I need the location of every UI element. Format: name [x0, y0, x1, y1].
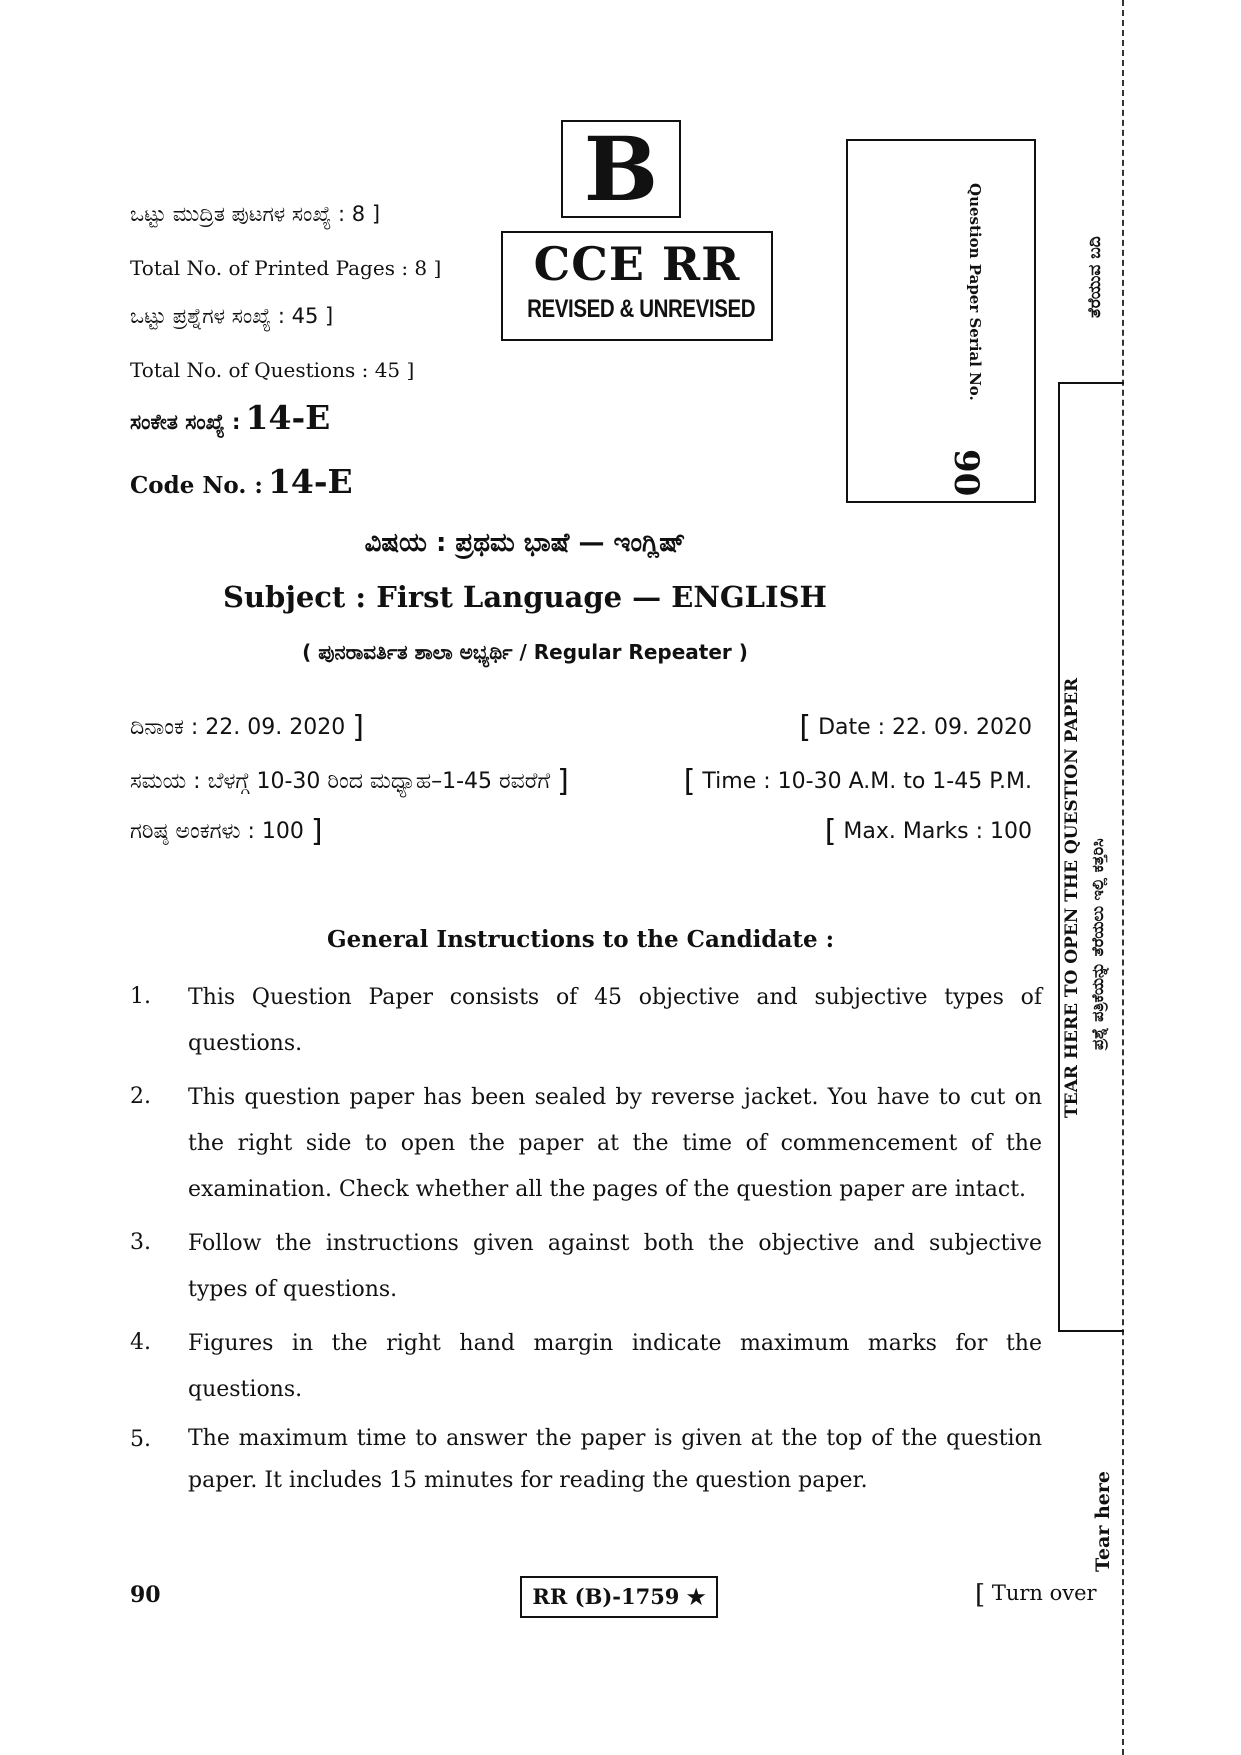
instruction-text: Figures in the right hand margin indicate maximum marks for the questions.	[188, 1331, 1042, 1402]
time-en: [ Time : 10-30 A.M. to 1-45 P.M.	[683, 764, 1032, 799]
instruction-text: The maximum time to answer the paper is given at the top of the question paper. It includes 15 minutes for reading the question paper.	[188, 1426, 1042, 1493]
instruction-num: 4.	[130, 1330, 151, 1355]
code-kn-label: ಸಂಕೇತ ಸಂಖ್ಯೆ :	[130, 410, 241, 434]
set-letter: B	[583, 117, 659, 221]
subject-kn: ವಿಷಯ : ಪ್ರಥಮ ಭಾಷೆ — ಇಂಗ್ಲಿಷ್	[364, 528, 686, 558]
instruction-num: 5.	[130, 1427, 151, 1452]
serial-value: 90	[946, 449, 986, 497]
code-kn-value: 14-E	[245, 398, 331, 437]
subject-en: Subject : First Language — ENGLISH	[223, 580, 827, 614]
date-en-text: Date : 22. 09. 2020	[818, 715, 1032, 740]
date-en: [ Date : 22. 09. 2020	[799, 710, 1032, 745]
date-kn: ದಿನಾಂಕ : 22. 09. 2020 ]	[130, 710, 364, 745]
cce-box	[501, 231, 773, 341]
pages-en: Total No. of Printed Pages : 8 ]	[130, 256, 442, 280]
cce-subtitle: REVISED & UNREVISED	[527, 295, 756, 323]
tear-instruction-kn: ಪ್ರಶ್ನೆ ಪತ್ರಿಕೆಯನ್ನು ತೆರೆಯಲು ಇಲ್ಲಿ ಕತ್ತರಿಸಿ	[1088, 838, 1107, 1050]
instruction-text: This Question Paper consists of 45 objective and subjective types of questions.	[188, 985, 1042, 1056]
instructions-heading: General Instructions to the Candidate :	[327, 926, 835, 953]
instruction-num: 1.	[130, 984, 151, 1009]
instruction-text: Follow the instructions given against both the objective and subjective types of questions.	[188, 1231, 1042, 1302]
serial-label: Question Paper Serial No.	[966, 183, 984, 401]
set-letter-box	[561, 117, 681, 221]
serial-box	[846, 139, 1036, 503]
turn-over-text: Turn over	[991, 1581, 1097, 1605]
marks-en-text: Max. Marks : 100	[843, 819, 1032, 844]
code-en	[130, 462, 353, 501]
time-en-text: Time : 10-30 A.M. to 1-45 P.M.	[702, 769, 1032, 794]
date-kn-text: ದಿನಾಂಕ : 22. 09. 2020	[130, 715, 346, 740]
cce-title: CCE RR	[533, 237, 741, 291]
tear-here-label: Tear here	[1092, 1471, 1114, 1572]
footer-page-code: 90	[130, 1582, 161, 1608]
time-kn: ಸಮಯ : ಬೆಳಗ್ಗೆ 10-30 ರಿಂದ ಮಧ್ಯಾಹ–1-45 ರವರೆಗೆ ]	[130, 764, 569, 799]
instruction-num: 2.	[130, 1084, 151, 1109]
footer-turn-over: [ Turn over	[975, 1580, 1097, 1610]
code-en-label: Code No. :	[130, 472, 263, 499]
subject-type: ( ಪುನರಾವರ್ತಿತ ಶಾಲಾ ಅಭ್ಯರ್ಥಿ / Regular Repeater )	[302, 640, 748, 664]
pages-kn: ಒಟ್ಟು ಮುದ್ರಿತ ಪುಟಗಳ ಸಂಖ್ಯೆ : 8 ]	[130, 202, 381, 226]
instruction-num: 3.	[130, 1230, 151, 1255]
questions-en: Total No. of Questions : 45 ]	[130, 358, 415, 382]
code-en-value: 14-E	[267, 462, 353, 501]
code-kn	[130, 398, 330, 437]
footer-booklet-code: RR (B)-1759 ★	[520, 1576, 718, 1618]
marks-kn: ಗರಿಷ್ಠ ಅಂಕಗಳು : 100 ]	[130, 814, 323, 849]
instruction-text: This question paper has been sealed by reverse jacket. You have to cut on the right side to open the paper at the time of commencement of the examination. Check whether all the pages of the question paper are intact.	[188, 1085, 1042, 1202]
marks-en: [ Max. Marks : 100	[824, 814, 1032, 849]
time-kn-text: ಸಮಯ : ಬೆಳಗ್ಗೆ 10-30 ರಿಂದ ಮಧ್ಯಾಹ–1-45 ರವರೆಗೆ	[130, 769, 551, 794]
open-side-kn: ತೆರೆಯುವ ಬದಿ	[1085, 236, 1105, 318]
tear-instruction-en: TEAR HERE TO OPEN THE QUESTION PAPER	[1062, 677, 1082, 1118]
marks-kn-text: ಗರಿಷ್ಠ ಅಂಕಗಳು : 100	[130, 819, 304, 844]
questions-kn: ಒಟ್ಟು ಪ್ರಶ್ನೆಗಳ ಸಂಖ್ಯೆ : 45 ]	[130, 304, 334, 328]
